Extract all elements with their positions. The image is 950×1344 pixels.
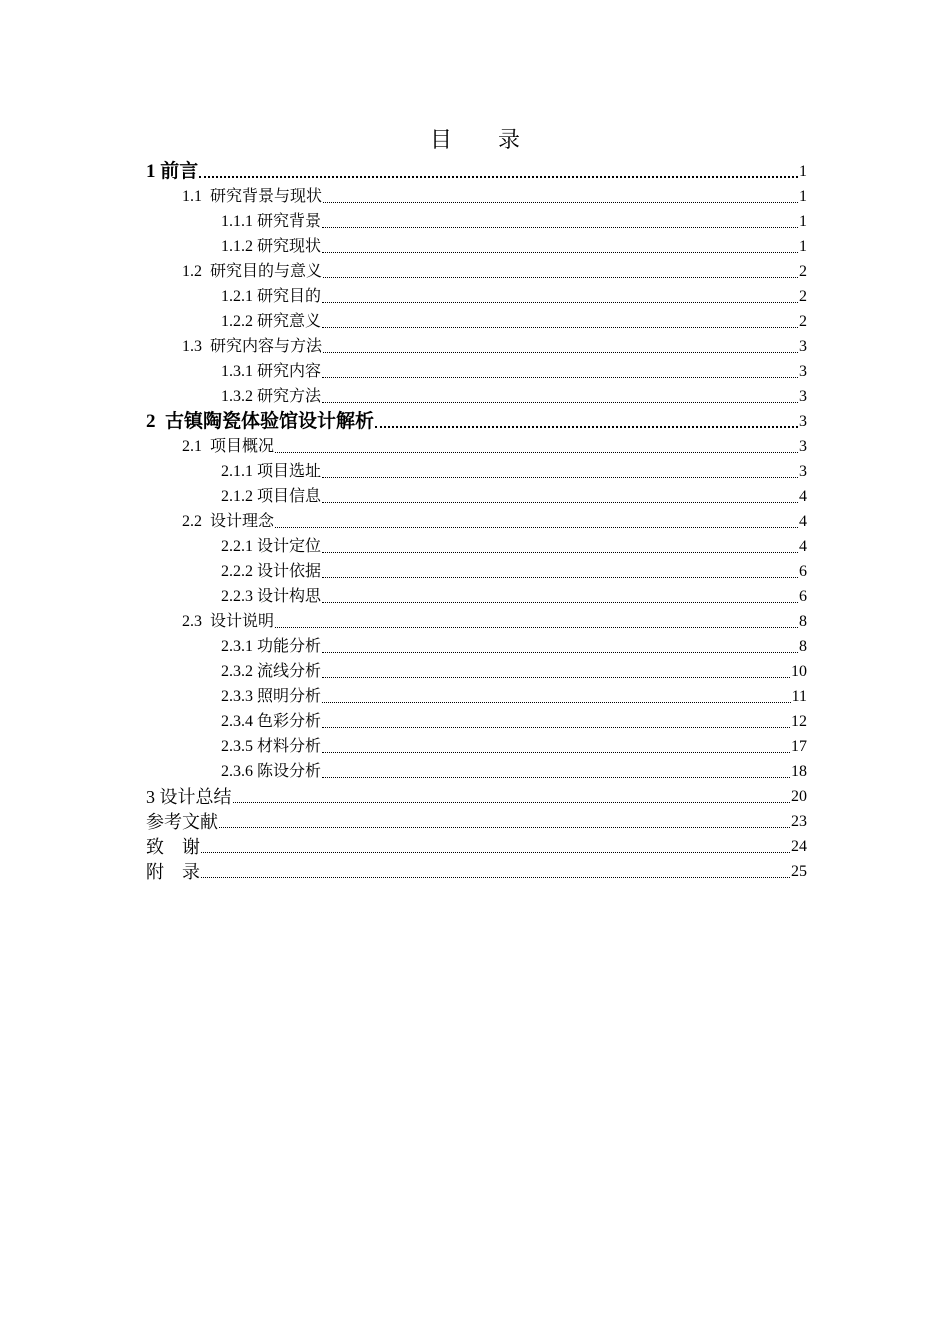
toc-dot-leader: [322, 326, 798, 328]
toc-entry-label: 2.2.2 设计依据: [221, 563, 322, 580]
toc-entry[interactable]: [146, 633, 807, 658]
toc-entry[interactable]: [146, 258, 807, 283]
toc-entry-page-number: 2: [799, 263, 807, 280]
toc-entry[interactable]: [146, 208, 807, 233]
toc-entry[interactable]: [146, 458, 807, 483]
toc-dot-leader: [322, 676, 790, 678]
toc-entry-label: 2.2.3 设计构思: [221, 588, 322, 605]
toc-entry-label: 2.3.6 陈设分析: [221, 763, 322, 780]
toc-entry-label: 2.2.1 设计定位: [221, 538, 322, 555]
toc-entry-page-number: 2: [799, 313, 807, 330]
toc-entry-page-number: 18: [791, 763, 807, 780]
toc-entry-label: 2.3.3 照明分析: [221, 688, 322, 705]
toc-dot-leader: [323, 351, 798, 353]
toc-dot-leader: [322, 751, 790, 753]
toc-entry-page-number: 6: [799, 588, 807, 605]
toc-entry[interactable]: [146, 358, 807, 383]
toc-entry-label: 1.1 研究背景与现状: [182, 188, 323, 205]
toc-entry[interactable]: [146, 733, 807, 758]
toc-entry-label: 1.2.2 研究意义: [221, 313, 322, 330]
toc-dot-leader: [323, 201, 798, 203]
toc-entry[interactable]: [146, 508, 807, 533]
toc-dot-leader: [322, 776, 790, 778]
toc-entry[interactable]: [146, 583, 807, 608]
toc-entry-page-number: 4: [799, 538, 807, 555]
toc-entry[interactable]: [146, 783, 807, 808]
toc-entry-label: 1.3.1 研究内容: [221, 363, 322, 380]
toc-entry-label: 2.3.4 色彩分析: [221, 713, 322, 730]
toc-dot-leader: [275, 626, 798, 628]
toc-entry-label: 2 古镇陶瓷体验馆设计解析: [146, 411, 375, 432]
toc-dot-leader: [322, 301, 798, 303]
toc-dot-leader: [322, 651, 798, 653]
toc-entry-page-number: 1: [799, 213, 807, 230]
toc-entry-page-number: 17: [791, 738, 807, 755]
toc-entry-page-number: 24: [791, 838, 807, 855]
toc-entry-page-number: 3: [799, 413, 807, 430]
toc-entry[interactable]: [146, 433, 807, 458]
toc-dot-leader: [322, 376, 798, 378]
toc-title-part1: 目: [429, 127, 452, 152]
toc-entry-page-number: 3: [799, 363, 807, 380]
toc-entry[interactable]: [146, 533, 807, 558]
toc-entry-label: 1.1.1 研究背景: [221, 213, 322, 230]
toc-entry-page-number: 3: [799, 438, 807, 455]
toc-dot-leader: [322, 476, 798, 478]
toc-entry-page-number: 20: [791, 788, 807, 805]
toc-dot-leader: [201, 876, 790, 878]
toc-entry[interactable]: [146, 858, 807, 883]
toc-entry-page-number: 1: [799, 163, 807, 180]
toc-entry-label: 1.3 研究内容与方法: [182, 338, 323, 355]
toc-entry-label: 2.2 设计理念: [182, 513, 275, 530]
toc-entry[interactable]: [146, 708, 807, 733]
toc-entry[interactable]: [146, 608, 807, 633]
toc-entry[interactable]: [146, 658, 807, 683]
toc-entry-label: 1.2 研究目的与意义: [182, 263, 323, 280]
toc-entry-label: 2.1.1 项目选址: [221, 463, 322, 480]
toc-entry-label: 2.1 项目概况: [182, 438, 275, 455]
toc-entry-label: 1.2.1 研究目的: [221, 288, 322, 305]
toc-dot-leader: [322, 576, 798, 578]
toc-dot-leader: [322, 226, 798, 228]
toc-dot-leader: [322, 601, 798, 603]
toc-entry-label: 参考文献: [146, 812, 218, 832]
toc-entry[interactable]: [146, 683, 807, 708]
toc-entry[interactable]: [146, 233, 807, 258]
toc-entry-page-number: 10: [791, 663, 807, 680]
toc-entry-page-number: 11: [791, 688, 807, 705]
toc-entry-label: 1.3.2 研究方法: [221, 388, 322, 405]
toc-dot-leader: [322, 726, 790, 728]
toc-entry-page-number: 4: [799, 513, 807, 530]
toc-entry-page-number: 4: [799, 488, 807, 505]
table-of-contents: [146, 158, 807, 883]
toc-dot-leader: [322, 251, 798, 253]
toc-entry-label: 致 谢: [146, 837, 200, 857]
toc-title: [0, 122, 950, 158]
toc-entry[interactable]: [146, 808, 807, 833]
toc-entry[interactable]: [146, 383, 807, 408]
toc-entry-page-number: 3: [799, 463, 807, 480]
toc-dot-leader: [219, 826, 790, 828]
toc-dot-leader: [322, 501, 798, 503]
toc-entry-label: 附 录: [146, 862, 200, 882]
toc-entry-page-number: 2: [799, 288, 807, 305]
toc-entry[interactable]: [146, 283, 807, 308]
toc-entry[interactable]: [146, 158, 807, 183]
toc-dot-leader: [375, 425, 798, 428]
toc-entry-label: 1 前言: [146, 161, 199, 182]
toc-entry-page-number: 1: [799, 188, 807, 205]
toc-dot-leader: [275, 526, 798, 528]
toc-entry-label: 2.3 设计说明: [182, 613, 275, 630]
toc-entry[interactable]: [146, 833, 807, 858]
toc-entry-page-number: 3: [799, 388, 807, 405]
toc-entry-page-number: 1: [799, 238, 807, 255]
toc-entry-label: 1.1.2 研究现状: [221, 238, 322, 255]
toc-entry-page-number: 8: [799, 613, 807, 630]
toc-entry-label: 2.1.2 项目信息: [221, 488, 322, 505]
toc-entry[interactable]: [146, 758, 807, 783]
toc-entry-page-number: 8: [799, 638, 807, 655]
toc-entry-page-number: 25: [791, 863, 807, 880]
toc-entry-label: 2.3.1 功能分析: [221, 638, 322, 655]
toc-entry[interactable]: [146, 408, 807, 433]
toc-dot-leader: [322, 401, 798, 403]
toc-entry-page-number: 23: [791, 813, 807, 830]
toc-dot-leader: [322, 701, 791, 703]
toc-entry-page-number: 6: [799, 563, 807, 580]
toc-title-part2: 录: [498, 127, 521, 152]
toc-entry[interactable]: [146, 558, 807, 583]
toc-dot-leader: [275, 451, 798, 453]
toc-dot-leader: [233, 801, 791, 803]
toc-entry-label: 2.3.5 材料分析: [221, 738, 322, 755]
toc-entry[interactable]: [146, 308, 807, 333]
toc-dot-leader: [199, 175, 798, 178]
toc-entry[interactable]: [146, 483, 807, 508]
toc-dot-leader: [323, 276, 798, 278]
toc-entry-label: 3 设计总结: [146, 787, 232, 807]
toc-entry[interactable]: [146, 333, 807, 358]
toc-entry[interactable]: [146, 183, 807, 208]
toc-dot-leader: [201, 851, 790, 853]
toc-entry-label: 2.3.2 流线分析: [221, 663, 322, 680]
toc-dot-leader: [322, 551, 798, 553]
toc-entry-page-number: 3: [799, 338, 807, 355]
toc-entry-page-number: 12: [791, 713, 807, 730]
